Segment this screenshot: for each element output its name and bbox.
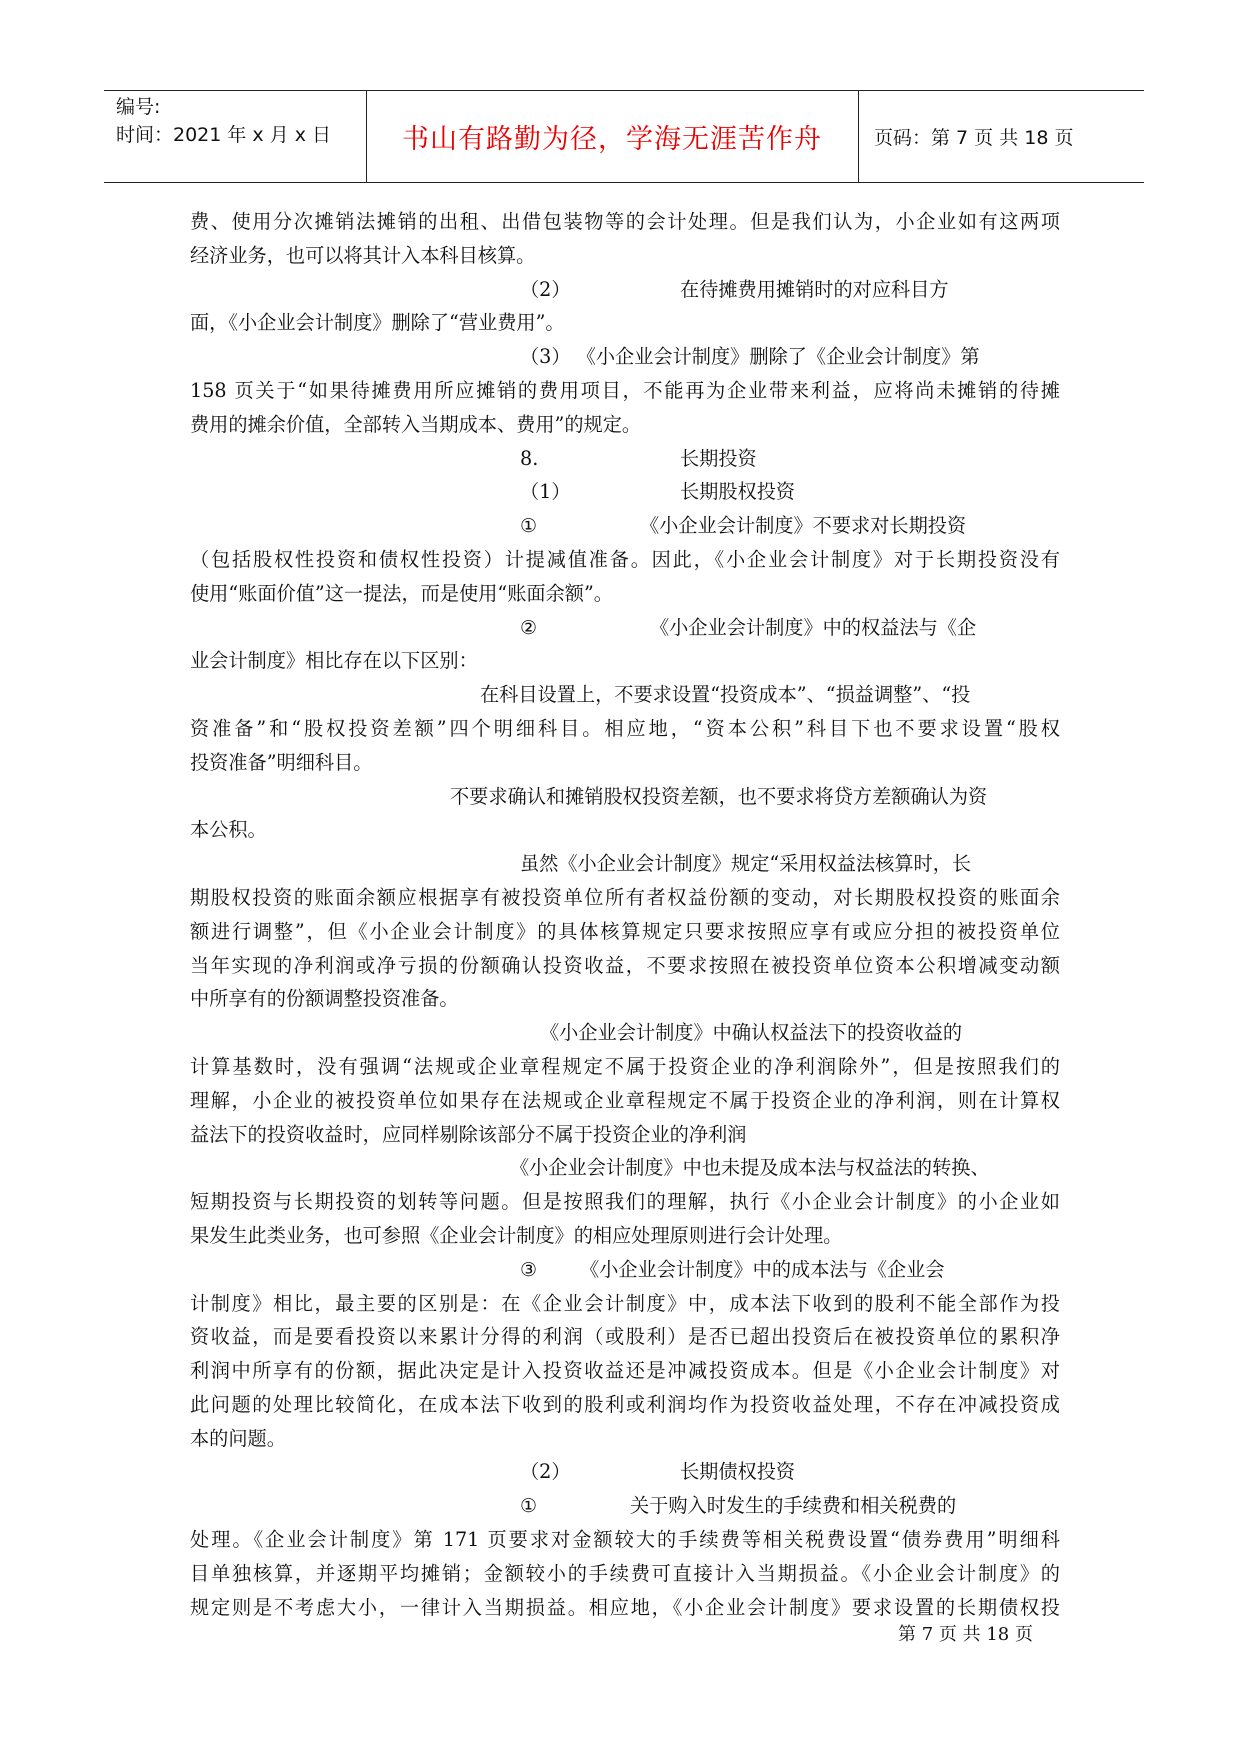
text-line: 此问题的处理比较简化，在成本法下收到的股利或利润均作为投资收益处理，不存在冲减投资成 <box>190 1392 1060 1416</box>
text-line: 资准备”和“股权投资差额”四个明细科目。相应地，“资本公积”科目下也不要求设置“股权 <box>190 716 1060 740</box>
text-segment: （1） <box>520 480 571 504</box>
text-segment: 业会计制度》相比存在以下区别： <box>190 649 478 673</box>
text-segment: 投资准备”明细科目。 <box>190 750 373 774</box>
text-line: 处理。《企业会计制度》第 171 页要求对金额较大的手续费等相关税费设置“债券费用”明细科 <box>190 1528 1060 1552</box>
text-line <box>190 509 1060 543</box>
header-table <box>104 90 1144 183</box>
text-segment: 本的问题。 <box>190 1426 286 1450</box>
text-segment: 8. <box>520 446 539 470</box>
text-segment: 长期投资 <box>680 446 757 470</box>
text-line: 利润中所享有的份额，据此决定是计入投资收益还是冲减投资成本。但是《小企业会计制度》对 <box>190 1359 1060 1383</box>
text-line <box>190 577 1060 611</box>
text-line <box>190 239 1060 273</box>
text-line: 计制度》相比，最主要的区别是：在《企业会计制度》中，成本法下收到的股利不能全部作为投 <box>190 1291 1060 1315</box>
text-segment: 虽然《小企业会计制度》规定“采用权益法核算时，长 <box>520 852 972 876</box>
text-line <box>190 475 1060 509</box>
text-segment: 《小企业会计制度》中的权益法与《企 <box>650 615 977 639</box>
text-line <box>190 1489 1060 1523</box>
text-segment: 《小企业会计制度》中的成本法与《企业会 <box>580 1257 945 1281</box>
text-line <box>190 678 1060 712</box>
header-page-code: 页码：第 7 页 共 18 页 <box>874 127 1074 149</box>
text-line: 计算基数时，没有强调“法规或企业章程规定不属于投资企业的净利润除外”，但是按照我们的 <box>190 1054 1060 1078</box>
text-segment: 关于购入时发生的手续费和相关税费的 <box>630 1494 957 1518</box>
text-line: 理解，小企业的被投资单位如果存在法规或企业章程规定不属于投资企业的净利润，则在计算权 <box>190 1088 1060 1112</box>
text-segment: 本公积。 <box>190 818 267 842</box>
document-body <box>190 205 1060 1624</box>
text-line <box>190 644 1060 678</box>
header-number-label: 编号: <box>116 96 161 118</box>
text-line <box>190 1219 1060 1253</box>
text-segment: （2） <box>520 1460 571 1484</box>
text-segment: （2） <box>520 277 571 301</box>
text-segment: 长期股权投资 <box>680 480 796 504</box>
text-segment: 经济业务，也可以将其计入本科目核算。 <box>190 243 536 267</box>
text-segment: 《小企业会计制度》不要求对长期投资 <box>640 514 967 538</box>
text-line <box>190 1016 1060 1050</box>
text-segment: 《小企业会计制度》中也未提及成本法与权益法的转换、 <box>510 1156 990 1180</box>
text-line <box>190 813 1060 847</box>
text-segment: 使用“账面价值”这一提法，而是使用“账面余额”。 <box>190 581 613 605</box>
text-line: 规定则是不考虑大小，一律计入当期损益。相应地，《小企业会计制度》要求设置的长期债权投 <box>190 1595 1060 1619</box>
text-line <box>190 1118 1060 1152</box>
text-line <box>190 982 1060 1016</box>
text-line: 费、使用分次摊销法摊销的出租、出借包装物等的会计处理。但是我们认为，小企业如有这两项 <box>190 210 1060 233</box>
header-motto: 书山有路勤为径，学海无涯苦作舟 <box>402 124 822 155</box>
page-footer: 第 7 页 共 18 页 <box>898 1624 1033 1645</box>
text-segment: 《小企业会计制度》中确认权益法下的投资收益的 <box>540 1021 963 1045</box>
text-line: 158 页关于“如果待摊费用所应摊销的费用项目，不能再为企业带来利益，应将尚未摊销的待摊 <box>190 378 1060 402</box>
text-line <box>190 1422 1060 1456</box>
text-line: （包括股权性投资和债权性投资）计提减值准备。因此，《小企业会计制度》对于长期投资没有 <box>190 547 1060 571</box>
text-segment: ① <box>520 514 538 538</box>
text-segment: 益法下的投资收益时，应同样剔除该部分不属于投资企业的净利润 <box>190 1122 747 1146</box>
text-line <box>190 306 1060 340</box>
text-line <box>190 273 1060 307</box>
text-line: 短期投资与长期投资的划转等问题。但是按照我们的理解，执行《小企业会计制度》的小企业如 <box>190 1190 1060 1214</box>
text-segment: 果发生此类业务，也可参照《企业会计制度》的相应处理原则进行会计处理。 <box>190 1223 843 1247</box>
text-segment: 费用的摊余价值，全部转入当期成本、费用”的规定。 <box>190 412 642 436</box>
header-time-label: 时间：2021 年 x 月 x 日 <box>116 124 332 146</box>
text-line <box>190 611 1060 645</box>
text-line <box>190 780 1060 814</box>
text-line <box>190 340 1060 374</box>
text-line <box>190 442 1060 476</box>
text-segment: 中所享有的份额调整投资准备。 <box>190 987 459 1011</box>
text-segment: ① <box>520 1494 538 1518</box>
text-line: 额进行调整”，但《小企业会计制度》的具体核算规定只要求按照应享有或应分担的被投资单位 <box>190 919 1060 943</box>
text-segment: 长期债权投资 <box>680 1460 796 1484</box>
text-line <box>190 1455 1060 1489</box>
header-meta <box>116 93 362 149</box>
text-line <box>190 1253 1060 1287</box>
text-line <box>190 1151 1060 1185</box>
text-line <box>190 847 1060 881</box>
text-line: 当年实现的净利润或净亏损的份额确认投资收益，不要求按照在被投资单位资本公积增减变动额 <box>190 953 1060 977</box>
text-line: 期股权投资的账面余额应根据享有被投资单位所有者权益份额的变动，对长期股权投资的账面余 <box>190 885 1060 909</box>
text-segment: 在待摊费用摊销时的对应科目方 <box>680 277 949 301</box>
text-line: 资收益，而是要看投资以来累计分得的利润（或股利）是否已超出投资后在被投资单位的累积净 <box>190 1325 1060 1349</box>
text-segment: 面，《小企业会计制度》删除了“营业费用”。 <box>190 311 565 335</box>
text-line: 目单独核算，并逐期平均摊销；金额较小的手续费可直接计入当期损益。《小企业会计制度》的 <box>190 1561 1060 1585</box>
text-segment: ③ <box>520 1257 538 1281</box>
text-line <box>190 746 1060 780</box>
header-divider <box>858 91 859 182</box>
text-segment: 在科目设置上，不要求设置“投资成本”、“损益调整”、“投 <box>480 683 971 707</box>
text-line <box>190 408 1060 442</box>
text-segment: （3） 《小企业会计制度》删除了《企业会计制度》第 <box>520 345 980 369</box>
text-segment: ② <box>520 615 538 639</box>
text-segment: 不要求确认和摊销股权投资差额，也不要求将贷方差额确认为资 <box>450 784 988 808</box>
